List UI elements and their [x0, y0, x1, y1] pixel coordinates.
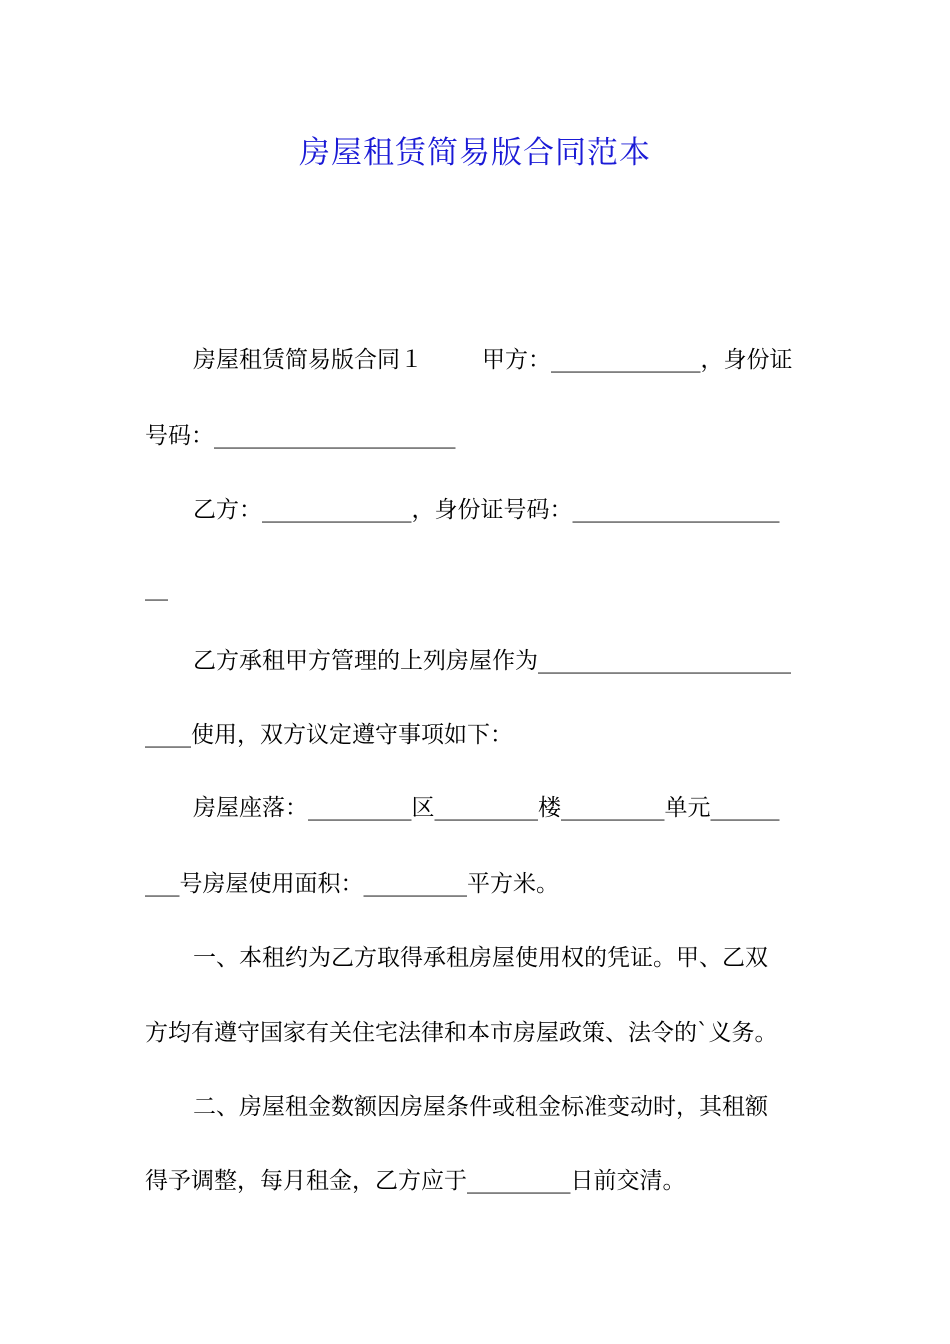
party-b-field: 乙方：_____________，身份证号码：__________________ — [193, 497, 780, 523]
id-number-field: 号码：_____________________ — [145, 423, 456, 449]
paragraph-line-6 — [0, 715, 950, 755]
paragraph-line-1 — [0, 340, 950, 380]
paragraph-line-10 — [0, 1013, 950, 1053]
paragraph-line-7 — [0, 788, 950, 828]
paragraph-line-4 — [0, 568, 950, 608]
paragraph-line-2 — [0, 416, 950, 456]
property-location: 房屋座落：_________区_________楼_________单元______ — [193, 795, 780, 821]
clause-two: 二、房屋租金数额因房屋条件或租金标准变动时，其租额 — [193, 1094, 768, 1120]
paragraph-line-8 — [0, 864, 950, 904]
contract-number-label: 房屋租赁简易版合同１ — [193, 347, 423, 373]
clause-two-cont: 得予调整，每月租金，乙方应于_________日前交清。 — [145, 1168, 686, 1194]
paragraph-line-12 — [0, 1161, 950, 1201]
paragraph-line-11 — [0, 1087, 950, 1127]
blank-continuation: __ — [145, 575, 168, 601]
paragraph-line-9 — [0, 938, 950, 978]
usage-clause-cont: ____使用，双方议定遵守事项如下： — [145, 722, 513, 748]
clause-one-cont: 方均有遵守国家有关住宅法律和本市房屋政策、法令的`义务。 — [145, 1020, 778, 1046]
paragraph-line-3 — [0, 490, 950, 530]
document-title: 房屋租赁简易版合同范本 — [299, 135, 651, 171]
property-area: ___号房屋使用面积：_________平方米。 — [145, 871, 559, 897]
usage-clause: 乙方承租甲方管理的上列房屋作为______________________ — [193, 648, 791, 674]
paragraph-line-5 — [0, 641, 950, 681]
party-a-field: 甲方：_____________，身份证 — [482, 347, 793, 373]
clause-one: 一、本租约为乙方取得承租房屋使用权的凭证。甲、乙双 — [193, 945, 768, 971]
